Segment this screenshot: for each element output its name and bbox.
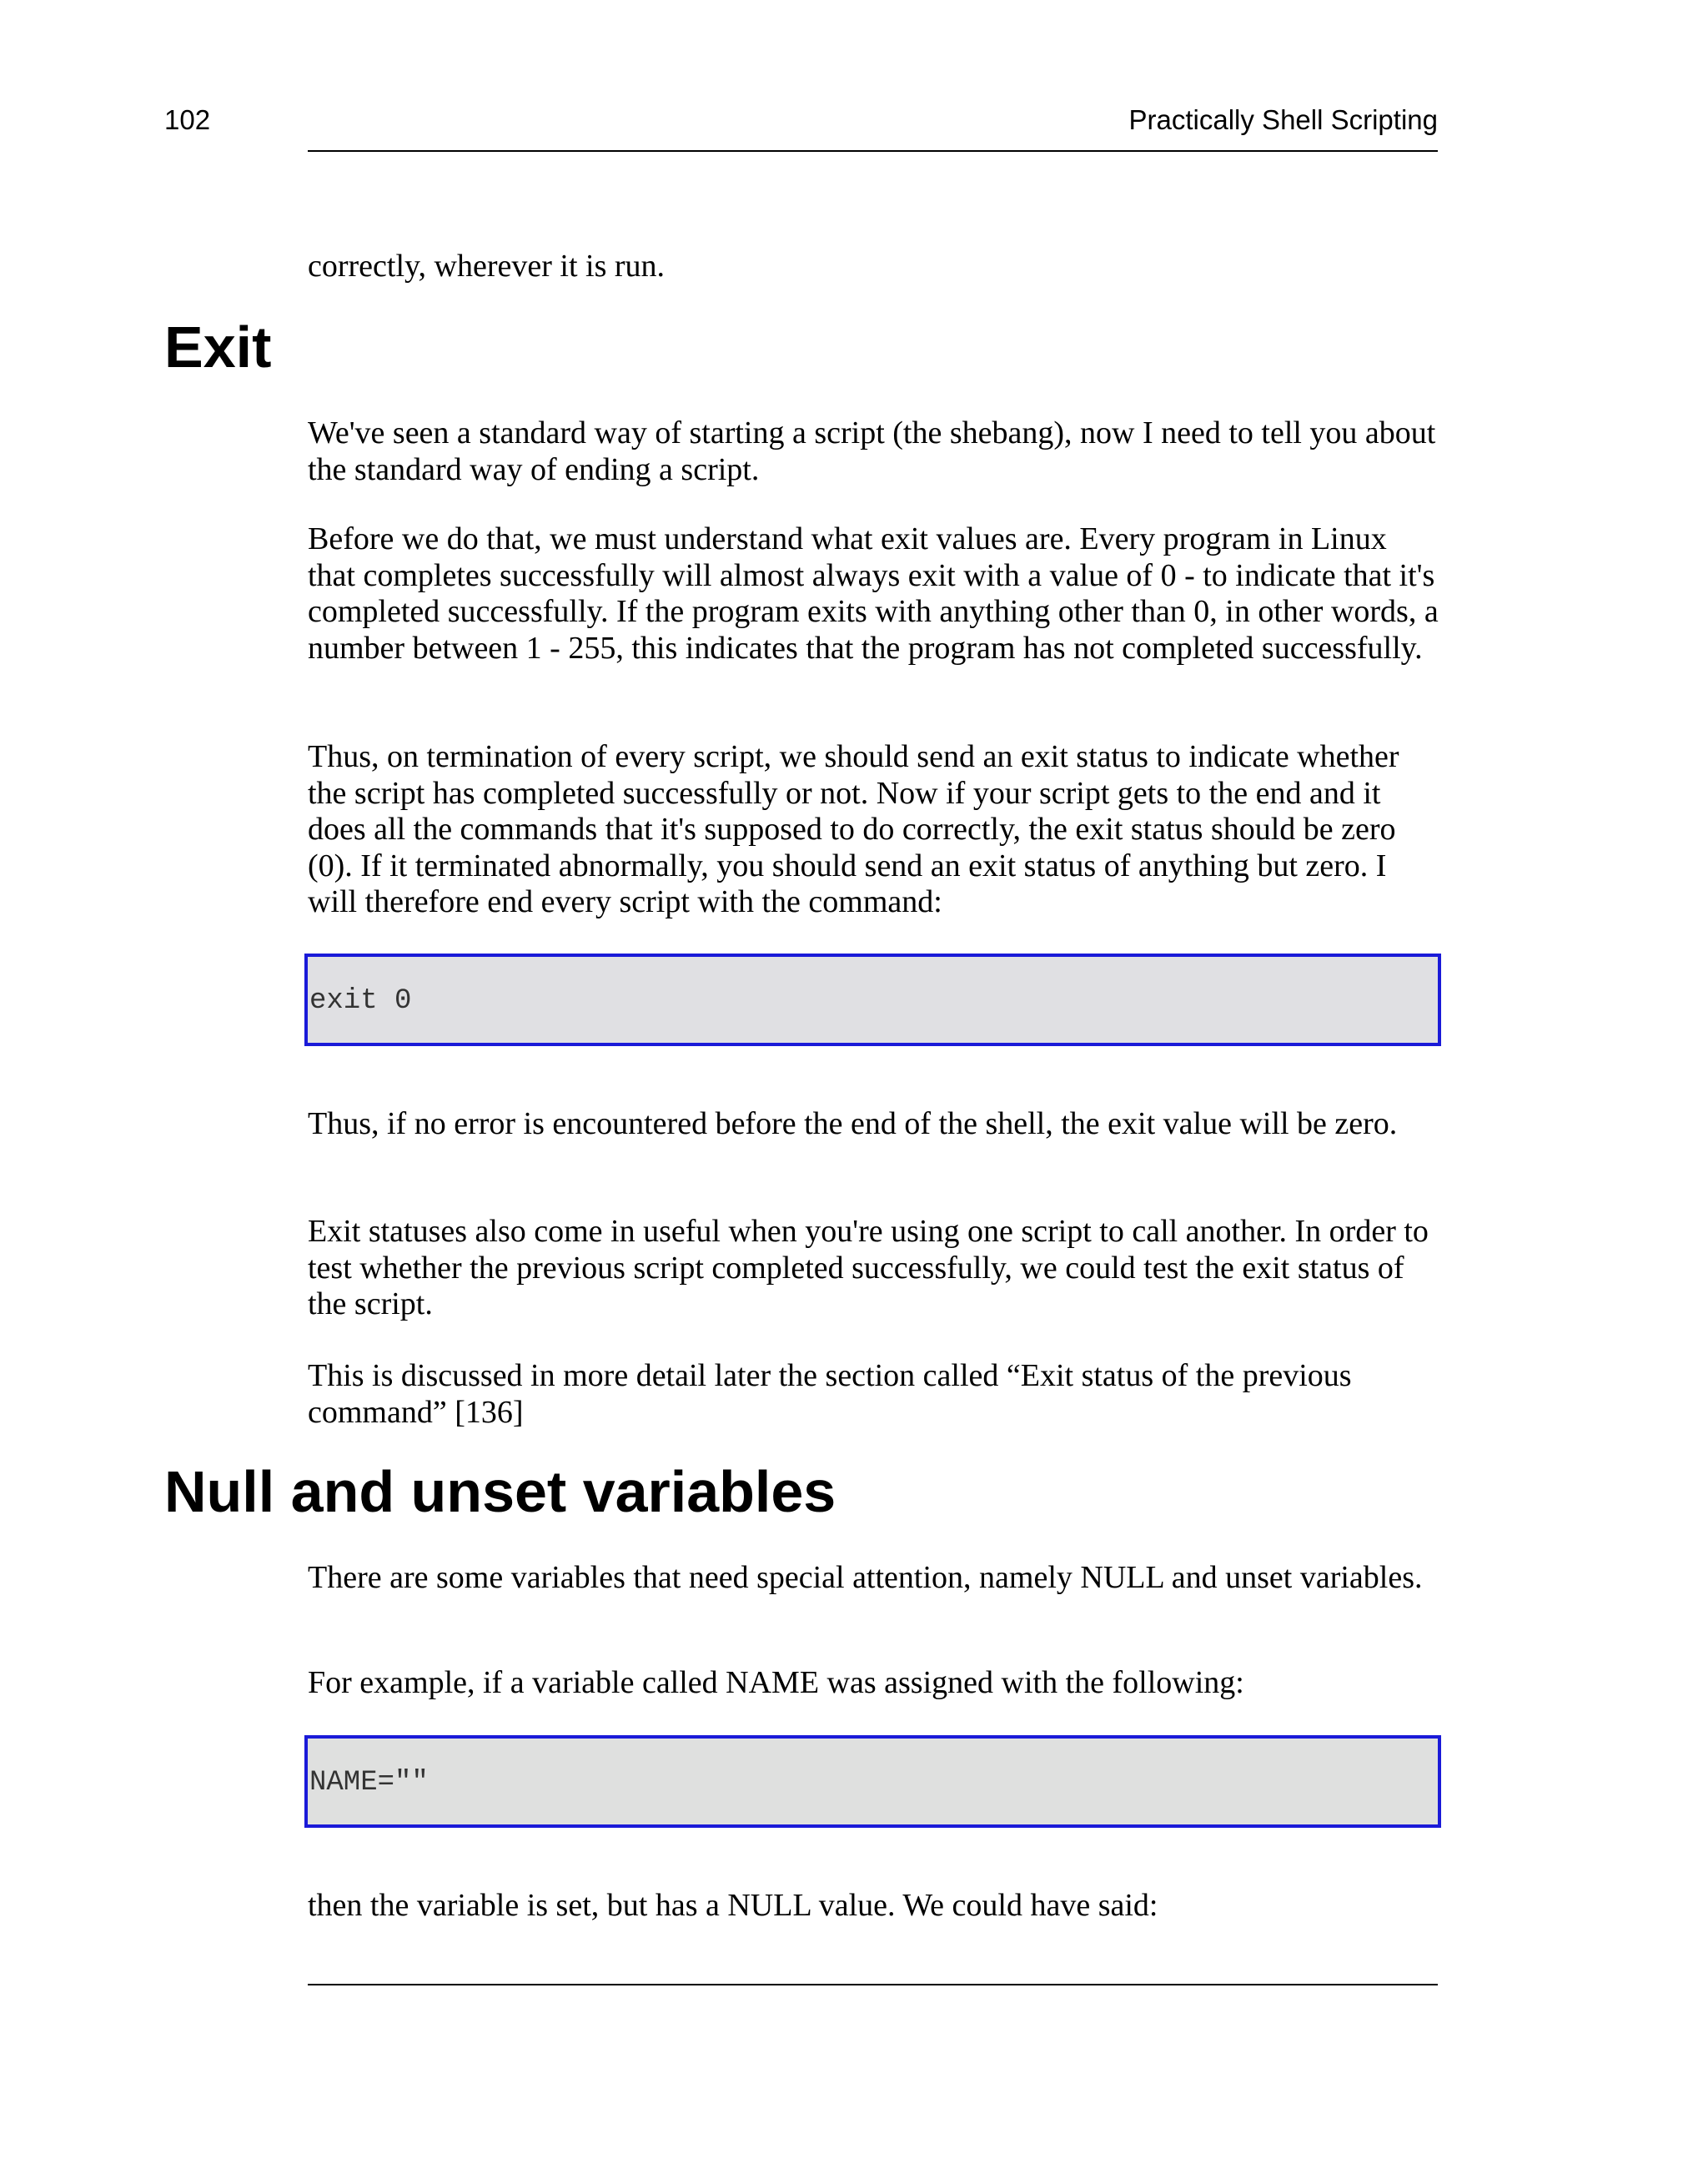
code-block-exit — [304, 954, 1441, 1046]
section-heading-null-unset: Null and unset variables — [164, 1459, 836, 1524]
page-header — [164, 103, 1438, 137]
paragraph: There are some variables that need special attention, namely NULL and unset variables. — [308, 1560, 1423, 1595]
paragraph: Thus, if no error is encountered before the end of the shell, the exit value will be zero. — [308, 1106, 1398, 1141]
paragraph: then the variable is set, but has a NULL value. We could have said: — [308, 1888, 1158, 1923]
code-text: NAME="" — [309, 1767, 429, 1799]
section-heading-exit: Exit — [164, 315, 272, 380]
paragraph: Before we do that, we must understand what exit values are. Every program in Linux that completes successfully will almost always exit with a value of 0 - to indicate that it's completed successfully. If the program exits with anything other than 0, in other words, a number between 1 - 255, this indicates that the program has not completed successfully. — [308, 521, 1439, 666]
paragraph: Thus, on termination of every script, we should send an exit status to indicate whether the script has completed successfully or not. Now if your script gets to the end and it does all the commands that it's supposed to do correctly, the exit status should be zero (0). If it terminated abnormally, you should send an exit status of anything but zero. I will therefore end every script with the command: — [308, 739, 1399, 919]
page-number: 102 — [164, 104, 211, 135]
paragraph: Exit statuses also come in useful when you're using one script to call another. In order to test whether the previous script completed successfully, we could test the exit status of the script. — [308, 1214, 1429, 1321]
code-text: exit 0 — [309, 985, 412, 1017]
paragraph: For example, if a variable called NAME was assigned with the following: — [308, 1665, 1244, 1700]
cross-reference-paragraph: This is discussed in more detail later the section called “Exit status of the previous command” [136] — [308, 1358, 1352, 1430]
paragraph: We've seen a standard way of starting a script (the shebang), now I need to tell you about the standard way of ending a script. — [308, 415, 1436, 487]
code-block-name — [304, 1735, 1441, 1828]
book-title: Practically Shell Scripting — [1128, 104, 1438, 135]
footer-rule — [308, 1984, 1438, 1985]
header-rule — [308, 150, 1438, 152]
continuation-paragraph: correctly, wherever it is run. — [308, 249, 666, 284]
